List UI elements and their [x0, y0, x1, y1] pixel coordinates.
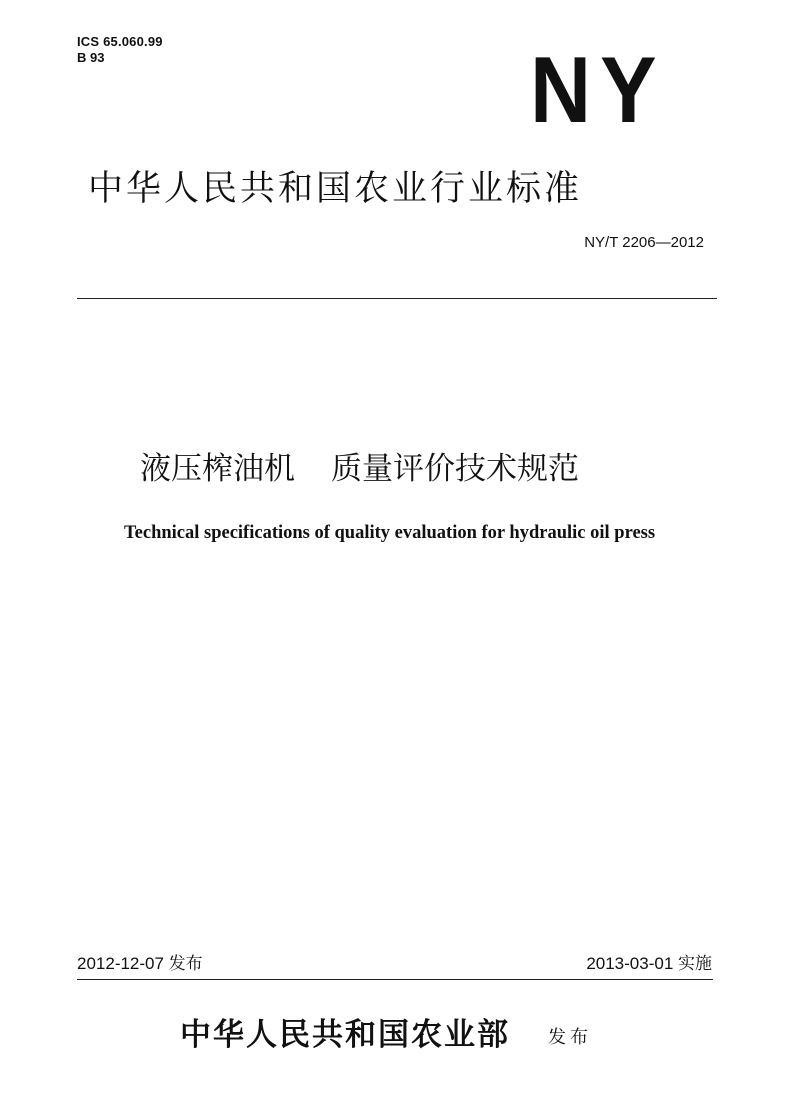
document-title-cn — [140, 449, 579, 489]
standard-title: 中华人民共和国农业行业标准 — [88, 169, 583, 209]
ics-code: ICS 65.060.99 — [77, 34, 163, 49]
document-title-cn-part2: 质量评价技术规范 — [331, 451, 579, 487]
publisher-suffix: 发布 — [548, 1027, 592, 1048]
document-title-cn-part1: 液压榨油机 — [140, 451, 295, 487]
implementation-date: 2013-03-01 实施 — [586, 954, 712, 973]
classification-code: B 93 — [77, 50, 105, 65]
publisher-name: 中华人民共和国农业部 — [180, 1017, 510, 1053]
standard-number: NY/T 2206—2012 — [584, 234, 704, 251]
document-title-en: Technical specifications of quality evaluation for hydraulic oil press — [124, 523, 656, 543]
ny-logo: NY — [530, 37, 666, 142]
issue-date: 2012-12-07 发布 — [77, 954, 203, 973]
bottom-divider — [77, 979, 713, 980]
top-divider — [77, 298, 717, 299]
